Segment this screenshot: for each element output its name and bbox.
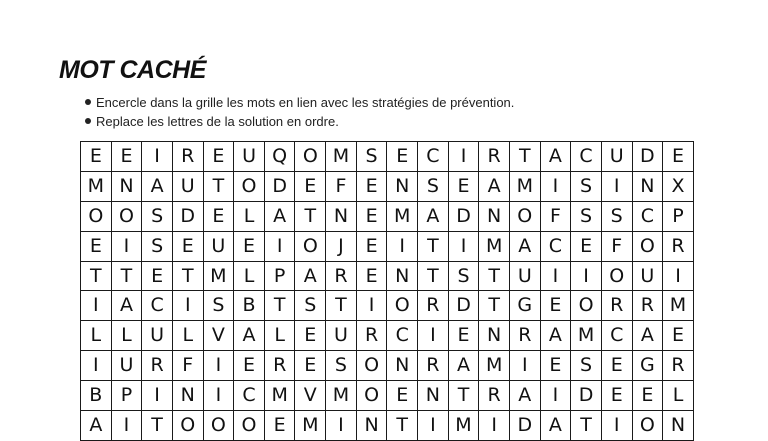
grid-cell[interactable]: S bbox=[295, 291, 326, 321]
grid-cell[interactable]: T bbox=[295, 201, 326, 231]
grid-cell[interactable]: C bbox=[632, 201, 663, 231]
grid-cell[interactable]: I bbox=[509, 351, 540, 381]
grid-cell[interactable]: R bbox=[663, 351, 694, 381]
grid-cell[interactable]: E bbox=[601, 351, 632, 381]
grid-cell[interactable]: V bbox=[203, 321, 234, 351]
grid-cell[interactable]: U bbox=[601, 142, 632, 172]
grid-cell[interactable]: E bbox=[601, 381, 632, 411]
grid-cell[interactable]: M bbox=[326, 142, 357, 172]
grid-cell[interactable]: V bbox=[295, 381, 326, 411]
grid-cell[interactable]: E bbox=[571, 231, 602, 261]
grid-cell[interactable]: S bbox=[448, 261, 479, 291]
grid-cell[interactable]: T bbox=[203, 171, 234, 201]
grid-cell[interactable]: U bbox=[172, 171, 203, 201]
grid-cell[interactable]: X bbox=[663, 171, 694, 201]
grid-cell[interactable]: U bbox=[111, 351, 142, 381]
grid-cell[interactable]: E bbox=[234, 231, 265, 261]
grid-cell[interactable]: T bbox=[418, 261, 449, 291]
grid-cell[interactable]: I bbox=[601, 411, 632, 441]
grid-cell[interactable]: O bbox=[571, 291, 602, 321]
grid-cell[interactable]: E bbox=[264, 411, 295, 441]
grid-cell[interactable]: T bbox=[571, 411, 602, 441]
grid-cell[interactable]: E bbox=[540, 291, 571, 321]
grid-cell[interactable]: E bbox=[448, 321, 479, 351]
grid-cell[interactable]: R bbox=[264, 351, 295, 381]
grid-cell[interactable]: E bbox=[203, 201, 234, 231]
grid-cell[interactable]: S bbox=[203, 291, 234, 321]
grid-cell[interactable]: I bbox=[264, 231, 295, 261]
grid-cell[interactable]: C bbox=[387, 321, 418, 351]
grid-cell[interactable]: O bbox=[81, 201, 112, 231]
grid-cell[interactable]: F bbox=[326, 171, 357, 201]
page-title: MOT CACHÉ bbox=[59, 56, 206, 84]
grid-cell[interactable]: S bbox=[142, 201, 173, 231]
grid-cell[interactable]: I bbox=[356, 291, 387, 321]
grid-cell[interactable]: E bbox=[81, 231, 112, 261]
grid-cell[interactable]: U bbox=[234, 142, 265, 172]
grid-cell[interactable]: I bbox=[203, 351, 234, 381]
grid-cell[interactable]: S bbox=[418, 171, 449, 201]
grid-cell[interactable]: L bbox=[234, 201, 265, 231]
grid-cell[interactable]: M bbox=[387, 201, 418, 231]
grid-cell[interactable]: A bbox=[111, 291, 142, 321]
grid-cell[interactable]: T bbox=[509, 142, 540, 172]
grid-cell[interactable]: A bbox=[142, 171, 173, 201]
grid-cell[interactable]: I bbox=[387, 231, 418, 261]
grid-cell[interactable]: I bbox=[540, 261, 571, 291]
grid-cell[interactable]: I bbox=[172, 291, 203, 321]
grid-cell[interactable]: N bbox=[387, 261, 418, 291]
grid-cell[interactable]: R bbox=[632, 291, 663, 321]
grid-cell[interactable]: O bbox=[356, 381, 387, 411]
grid-cell[interactable]: S bbox=[356, 142, 387, 172]
grid-cell[interactable]: R bbox=[172, 142, 203, 172]
grid-cell[interactable]: I bbox=[111, 411, 142, 441]
grid-cell[interactable]: N bbox=[632, 171, 663, 201]
grid-cell[interactable]: I bbox=[540, 381, 571, 411]
grid-row bbox=[81, 231, 694, 261]
word-search-grid bbox=[80, 141, 694, 441]
grid-cell[interactable]: E bbox=[81, 142, 112, 172]
grid-cell[interactable]: A bbox=[540, 321, 571, 351]
grid-cell[interactable]: J bbox=[326, 231, 357, 261]
grid-cell[interactable]: O bbox=[509, 201, 540, 231]
grid-cell[interactable]: T bbox=[264, 291, 295, 321]
grid-cell[interactable]: T bbox=[418, 231, 449, 261]
grid-cell[interactable]: A bbox=[448, 351, 479, 381]
grid-cell[interactable]: I bbox=[111, 231, 142, 261]
grid-cell[interactable]: A bbox=[234, 321, 265, 351]
grid-cell[interactable]: M bbox=[203, 261, 234, 291]
grid-cell[interactable]: D bbox=[172, 201, 203, 231]
grid-cell[interactable]: I bbox=[142, 142, 173, 172]
grid-cell[interactable]: I bbox=[418, 411, 449, 441]
grid-cell[interactable]: N bbox=[663, 411, 694, 441]
grid-cell[interactable]: N bbox=[172, 381, 203, 411]
grid-cell[interactable]: O bbox=[601, 261, 632, 291]
grid-cell[interactable]: R bbox=[418, 291, 449, 321]
grid-cell[interactable]: E bbox=[356, 231, 387, 261]
grid-cell[interactable]: M bbox=[663, 291, 694, 321]
grid-cell[interactable]: A bbox=[81, 411, 112, 441]
grid-cell[interactable]: N bbox=[387, 171, 418, 201]
grid-cell[interactable]: A bbox=[295, 261, 326, 291]
grid-cell[interactable]: R bbox=[663, 231, 694, 261]
grid-cell[interactable]: T bbox=[479, 261, 510, 291]
grid-cell[interactable]: R bbox=[479, 381, 510, 411]
grid-cell[interactable]: C bbox=[234, 381, 265, 411]
grid-cell[interactable]: L bbox=[111, 321, 142, 351]
grid-cell[interactable]: E bbox=[448, 171, 479, 201]
grid-row bbox=[81, 321, 694, 351]
grid-cell[interactable]: C bbox=[142, 291, 173, 321]
grid-row bbox=[81, 411, 694, 441]
grid-cell[interactable]: U bbox=[142, 321, 173, 351]
grid-row bbox=[81, 142, 694, 172]
grid-cell[interactable]: M bbox=[264, 381, 295, 411]
grid-cell[interactable]: E bbox=[632, 381, 663, 411]
grid-cell[interactable]: I bbox=[479, 411, 510, 441]
grid-cell[interactable]: D bbox=[264, 171, 295, 201]
grid-cell[interactable]: F bbox=[540, 201, 571, 231]
instruction-item: Replace les lettres de la solution en ordre. bbox=[84, 112, 514, 131]
grid-cell[interactable]: R bbox=[418, 351, 449, 381]
grid-cell[interactable]: E bbox=[295, 171, 326, 201]
grid-cell[interactable]: T bbox=[111, 261, 142, 291]
grid-cell[interactable]: I bbox=[448, 231, 479, 261]
grid-cell[interactable]: L bbox=[264, 321, 295, 351]
grid-cell[interactable]: N bbox=[418, 381, 449, 411]
grid-cell[interactable]: I bbox=[540, 171, 571, 201]
grid-row bbox=[81, 171, 694, 201]
grid-cell[interactable]: N bbox=[356, 411, 387, 441]
grid-cell[interactable]: P bbox=[111, 381, 142, 411]
grid-cell[interactable]: I bbox=[601, 171, 632, 201]
grid-cell[interactable]: E bbox=[295, 351, 326, 381]
instructions-list bbox=[84, 93, 514, 131]
grid-cell[interactable]: P bbox=[663, 201, 694, 231]
grid-cell[interactable]: I bbox=[142, 381, 173, 411]
instruction-item: Encercle dans la grille les mots en lien avec les stratégies de prévention. bbox=[84, 93, 514, 112]
grid-cell[interactable]: T bbox=[448, 381, 479, 411]
grid-cell[interactable]: F bbox=[601, 231, 632, 261]
grid-cell[interactable]: O bbox=[295, 142, 326, 172]
grid-cell[interactable]: E bbox=[356, 171, 387, 201]
grid-cell[interactable]: C bbox=[601, 321, 632, 351]
grid-cell[interactable]: U bbox=[509, 261, 540, 291]
grid-cell[interactable]: A bbox=[509, 231, 540, 261]
grid-cell[interactable]: D bbox=[632, 142, 663, 172]
grid-cell[interactable]: S bbox=[571, 201, 602, 231]
grid-cell[interactable]: N bbox=[479, 201, 510, 231]
grid-cell[interactable]: I bbox=[571, 261, 602, 291]
grid-cell[interactable]: M bbox=[81, 171, 112, 201]
grid-cell[interactable]: R bbox=[356, 321, 387, 351]
grid-cell[interactable]: Q bbox=[264, 142, 295, 172]
grid-cell[interactable]: C bbox=[571, 142, 602, 172]
grid-cell[interactable]: E bbox=[203, 142, 234, 172]
grid-cell[interactable]: L bbox=[81, 321, 112, 351]
grid-cell[interactable]: A bbox=[540, 142, 571, 172]
grid-cell[interactable]: N bbox=[479, 321, 510, 351]
grid-cell[interactable]: E bbox=[234, 351, 265, 381]
grid-cell[interactable]: R bbox=[479, 142, 510, 172]
grid-cell[interactable]: A bbox=[540, 411, 571, 441]
grid-cell[interactable]: E bbox=[142, 261, 173, 291]
grid-cell[interactable]: A bbox=[509, 381, 540, 411]
grid-cell[interactable]: S bbox=[142, 231, 173, 261]
grid-cell[interactable]: N bbox=[326, 201, 357, 231]
grid-cell[interactable]: O bbox=[172, 411, 203, 441]
grid-cell[interactable]: O bbox=[387, 291, 418, 321]
grid-cell[interactable]: E bbox=[356, 261, 387, 291]
grid-cell[interactable]: E bbox=[387, 142, 418, 172]
grid-cell[interactable]: I bbox=[81, 351, 112, 381]
grid-cell[interactable]: L bbox=[234, 261, 265, 291]
grid-cell[interactable]: R bbox=[326, 261, 357, 291]
grid-cell[interactable]: M bbox=[571, 321, 602, 351]
grid-cell[interactable]: S bbox=[326, 351, 357, 381]
grid-row bbox=[81, 381, 694, 411]
grid-cell[interactable]: P bbox=[264, 261, 295, 291]
grid-cell[interactable]: U bbox=[326, 321, 357, 351]
grid-cell[interactable]: O bbox=[234, 411, 265, 441]
grid-cell[interactable]: E bbox=[387, 381, 418, 411]
grid-cell[interactable]: D bbox=[571, 381, 602, 411]
grid-cell[interactable]: O bbox=[111, 201, 142, 231]
grid-cell[interactable]: S bbox=[601, 201, 632, 231]
grid-cell[interactable]: T bbox=[326, 291, 357, 321]
grid-cell[interactable]: C bbox=[418, 142, 449, 172]
grid-cell[interactable]: D bbox=[509, 411, 540, 441]
grid-cell[interactable]: M bbox=[326, 381, 357, 411]
grid-cell[interactable]: M bbox=[479, 351, 510, 381]
grid-cell[interactable]: L bbox=[172, 321, 203, 351]
grid-cell[interactable]: I bbox=[326, 411, 357, 441]
grid-cell[interactable]: F bbox=[172, 351, 203, 381]
grid-cell[interactable]: E bbox=[295, 321, 326, 351]
grid-cell[interactable]: S bbox=[571, 351, 602, 381]
grid-cell[interactable]: U bbox=[203, 231, 234, 261]
grid-cell[interactable]: O bbox=[234, 171, 265, 201]
grid-cell[interactable]: A bbox=[418, 201, 449, 231]
grid-cell[interactable]: U bbox=[632, 261, 663, 291]
grid-cell[interactable]: O bbox=[356, 351, 387, 381]
grid-cell[interactable]: R bbox=[509, 321, 540, 351]
grid-cell[interactable]: I bbox=[418, 321, 449, 351]
grid-cell[interactable]: E bbox=[172, 231, 203, 261]
grid-cell[interactable]: I bbox=[81, 291, 112, 321]
grid-cell[interactable]: B bbox=[81, 381, 112, 411]
grid-cell[interactable]: O bbox=[632, 231, 663, 261]
grid-cell[interactable]: M bbox=[295, 411, 326, 441]
grid-cell[interactable]: A bbox=[632, 321, 663, 351]
grid-cell[interactable]: G bbox=[509, 291, 540, 321]
grid-cell[interactable]: E bbox=[356, 201, 387, 231]
grid-cell[interactable]: O bbox=[632, 411, 663, 441]
grid-cell[interactable]: T bbox=[142, 411, 173, 441]
grid-cell[interactable]: D bbox=[448, 291, 479, 321]
grid-cell[interactable]: N bbox=[111, 171, 142, 201]
grid-cell[interactable]: M bbox=[479, 231, 510, 261]
grid-cell[interactable]: E bbox=[663, 142, 694, 172]
grid-cell[interactable]: A bbox=[264, 201, 295, 231]
grid-cell[interactable]: T bbox=[81, 261, 112, 291]
grid-cell[interactable]: I bbox=[203, 381, 234, 411]
grid-cell[interactable]: E bbox=[540, 351, 571, 381]
grid-cell[interactable]: B bbox=[234, 291, 265, 321]
grid-cell[interactable]: T bbox=[479, 291, 510, 321]
grid-cell[interactable]: T bbox=[172, 261, 203, 291]
grid-cell[interactable]: I bbox=[663, 261, 694, 291]
grid-cell[interactable]: I bbox=[448, 142, 479, 172]
grid-cell[interactable]: E bbox=[663, 321, 694, 351]
grid-cell[interactable]: G bbox=[632, 351, 663, 381]
grid-cell[interactable]: R bbox=[601, 291, 632, 321]
grid-cell[interactable]: A bbox=[479, 171, 510, 201]
grid-cell[interactable]: N bbox=[387, 351, 418, 381]
grid-row bbox=[81, 261, 694, 291]
grid-row bbox=[81, 351, 694, 381]
grid-cell[interactable]: L bbox=[663, 381, 694, 411]
grid-row bbox=[81, 291, 694, 321]
grid-cell[interactable]: M bbox=[509, 171, 540, 201]
grid-cell[interactable]: O bbox=[295, 231, 326, 261]
grid-cell[interactable]: M bbox=[448, 411, 479, 441]
grid-cell[interactable]: D bbox=[448, 201, 479, 231]
grid-cell[interactable]: S bbox=[571, 171, 602, 201]
grid-cell[interactable]: C bbox=[540, 231, 571, 261]
grid-cell[interactable]: R bbox=[142, 351, 173, 381]
grid-cell[interactable]: E bbox=[111, 142, 142, 172]
grid-cell[interactable]: T bbox=[387, 411, 418, 441]
grid-row bbox=[81, 201, 694, 231]
grid-cell[interactable]: O bbox=[203, 411, 234, 441]
